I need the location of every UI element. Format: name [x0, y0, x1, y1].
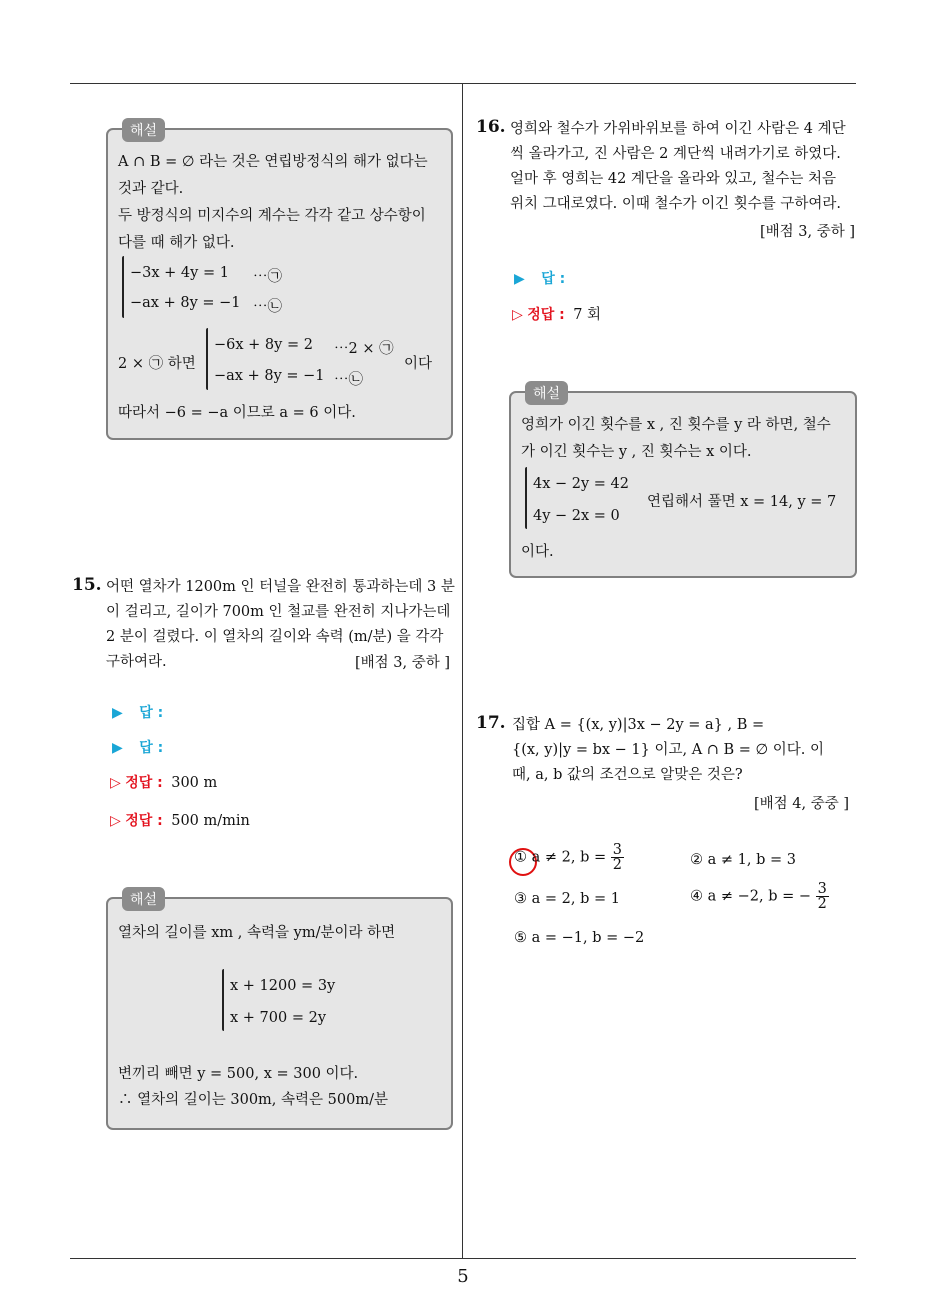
solution-tag: 해설: [525, 381, 568, 405]
fraction: [816, 882, 829, 911]
question-17-number: 17.: [476, 713, 506, 733]
triangle-outline-icon: ▷: [512, 307, 523, 323]
equation-brace: [206, 328, 208, 390]
q16-line: 영희와 철수가 가위바위보를 하여 이긴 사람은 4 계단: [510, 121, 846, 137]
question-17-score: [배점 4, 중중 ]: [754, 796, 850, 812]
q16-line: 위치 그대로였다. 이때 철수가 이긴 횟수를 구하여라.: [510, 196, 842, 212]
equation: 4x − 2y = 42: [533, 476, 630, 492]
sol16-line-1: 영희가 이긴 횟수를 x , 진 횟수를 y 라 하면, 철수: [521, 417, 831, 433]
option-text: a = 2, b = 1: [531, 891, 620, 907]
question-15-score: [배점 3, 중하 ]: [355, 655, 451, 671]
equation-brace: [122, 256, 124, 318]
sol16-line-3: 이다.: [521, 544, 554, 560]
page-number: 5: [457, 1266, 469, 1287]
q17-line: 집합 A = {(x, y)|3x − 2y = a} , B =: [512, 717, 765, 733]
equation: −ax + 8y = −1: [130, 295, 241, 311]
triangle-outline-icon: ▷: [110, 813, 121, 829]
option-mark: ①: [514, 849, 527, 866]
sol16-line-2: 가 이긴 횟수는 y , 진 횟수는 x 이다.: [521, 444, 752, 460]
option-text: a ≠ 2, b =: [531, 849, 607, 866]
option-3[interactable]: [514, 891, 620, 907]
correct-label: 정답 :: [527, 307, 565, 323]
answer-row-16: [514, 268, 565, 288]
sol14-pre: 2 × ㉠ 하면: [118, 356, 196, 372]
sol14-last: 따라서 −6 = −a 이므로 a = 6 이다.: [118, 405, 356, 421]
option-mark: ②: [690, 852, 703, 868]
answer-label: 답 :: [139, 740, 164, 756]
equation: −6x + 8y = 2: [214, 337, 313, 353]
sol15-line-3: ∴ 열차의 길이는 300m, 속력은 500m/분: [118, 1092, 388, 1108]
q16-line: 얼마 후 영희는 42 계단을 올라와 있고, 철수는 처음: [510, 171, 837, 187]
option-5[interactable]: [514, 930, 644, 946]
option-text: a ≠ −2, b = −: [707, 888, 812, 905]
correct-answer-1: 300 m: [171, 775, 218, 791]
q17-line: {(x, y)|y = bx − 1} 이고, A ∩ B = ∅ 이다. 이: [512, 742, 825, 758]
question-16-score: [배점 3, 중하 ]: [760, 224, 856, 240]
denominator: 2: [817, 896, 827, 912]
solution-box-16: [509, 386, 857, 578]
option-text: a ≠ 1, b = 3: [707, 852, 796, 868]
equation: −3x + 4y = 1: [130, 265, 229, 281]
sol15-line-2: 변끼리 빼면 y = 500, x = 300 이다.: [118, 1066, 359, 1082]
sol14-line-1: A ∩ B = ∅ 라는 것은 연립방정식의 해가 없다는: [118, 154, 428, 170]
answer-label: 답 :: [541, 271, 566, 287]
equation-tag: ⋯2 × ㉠: [334, 341, 394, 357]
correct-answer-16: 7 회: [573, 307, 602, 323]
option-mark: ⑤: [514, 930, 527, 946]
equation-brace: [222, 969, 224, 1031]
answer-row-1: [112, 702, 163, 722]
solution-tag: 해설: [122, 118, 165, 142]
numerator: 3: [817, 881, 827, 897]
equation: −ax + 8y = −1: [214, 368, 325, 384]
equation: x + 1200 = 3y: [230, 978, 336, 994]
question-16-text: [510, 117, 860, 217]
correct-answer-2: 500 m/min: [171, 813, 250, 829]
correct-label: 정답 :: [125, 813, 163, 829]
q15-line: 이 걸리고, 길이가 700m 인 철교를 완전히 지나가는데: [106, 604, 451, 620]
q15-line: 2 분이 걸렸다. 이 열차의 길이와 속력 (m/분) 을 각각: [106, 629, 444, 645]
sol14-line-3: 두 방정식의 미지수의 계수는 각각 같고 상수항이: [118, 208, 426, 224]
q15-line: 어떤 열차가 1200m 인 터널을 완전히 통과하는데 3 분: [106, 579, 455, 595]
sol16-solve: 연립해서 풀면 x = 14, y = 7: [647, 494, 837, 510]
sol14-post: 이다: [404, 356, 433, 372]
equation: 4y − 2x = 0: [533, 508, 620, 524]
equation-tag: ⋯㉡: [253, 299, 282, 315]
correct-label: 정답 :: [125, 775, 163, 791]
triangle-outline-icon: ▷: [110, 775, 121, 791]
sol15-line-1: 열차의 길이를 xm , 속력을 ym/분이라 하면: [118, 925, 396, 941]
option-2[interactable]: [690, 852, 796, 868]
correct-row-2: [110, 810, 250, 830]
equation-brace: [525, 467, 527, 529]
option-text: a = −1, b = −2: [531, 930, 645, 946]
bottom-rule: [70, 1258, 856, 1259]
correct-row-16: [512, 303, 601, 324]
option-1[interactable]: [514, 843, 624, 872]
equation-tag: ⋯㉡: [334, 372, 363, 388]
question-17-text: [512, 713, 860, 788]
numerator: 3: [612, 842, 622, 858]
column-divider: [462, 83, 463, 1258]
q16-line: 씩 올라가고, 진 사람은 2 계단씩 내려가기로 하였다.: [510, 146, 841, 162]
equation-tag: ⋯㉠: [253, 269, 282, 285]
solution-box-14: [106, 123, 453, 440]
solution-tag: 해설: [122, 887, 165, 911]
solution-box-15: [106, 892, 453, 1130]
q15-line: 구하여라.: [106, 654, 167, 670]
option-mark: ③: [514, 891, 527, 907]
q17-line: 때, a, b 값의 조건으로 알맞은 것은?: [512, 767, 743, 783]
correct-row-1: [110, 772, 217, 792]
answer-label: 답 :: [139, 705, 164, 721]
play-icon: ▶: [112, 705, 123, 721]
answer-row-2: [112, 737, 163, 757]
sol14-line-4: 다를 때 해가 없다.: [118, 235, 235, 251]
fraction: [611, 843, 624, 872]
top-rule: [70, 83, 856, 84]
sol14-line-2: 것과 같다.: [118, 181, 184, 197]
equation: x + 700 = 2y: [230, 1010, 327, 1026]
play-icon: ▶: [112, 740, 123, 756]
option-4[interactable]: [690, 882, 829, 911]
denominator: 2: [612, 857, 622, 873]
option-mark: ④: [690, 888, 703, 905]
question-15-number: 15.: [72, 575, 102, 595]
play-icon: ▶: [514, 271, 525, 287]
question-16-number: 16.: [476, 117, 506, 137]
